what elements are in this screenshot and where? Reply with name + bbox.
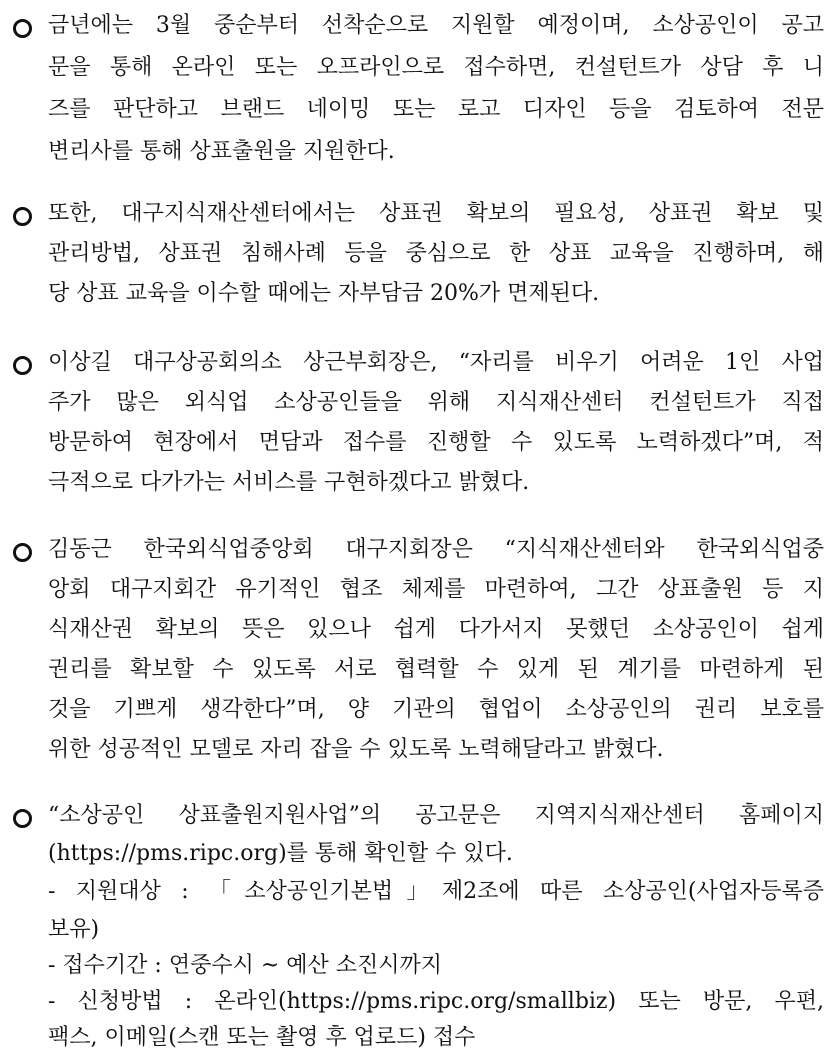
paragraph-line: 극적으로 다가가는 서비스를 구현하겠다고 밝혔다.: [48, 470, 530, 495]
paragraph-line: 김동근 한국외식업중앙회 대구지회장은 “지식재산센터와 한국외식업중: [48, 537, 824, 562]
paragraph-line: 주가 많은 외식업 소상공인들을 위해 지식재산센터 컨설턴트가 직접: [48, 390, 824, 415]
paragraph-line: 방문하여 현장에서 면담과 접수를 진행할 수 있도록 노력하겠다”며, 적: [48, 430, 824, 455]
bullet-circle-icon: [12, 808, 32, 828]
paragraph-line: 위한 성공적인 모델로 자리 잡을 수 있도록 노력해달라고 밝혔다.: [48, 737, 664, 762]
paragraph-line: 금년에는 3월 중순부터 선착순으로 지원할 예정이며, 소상공인이 공고: [48, 13, 824, 38]
paragraph-line: 이상길 대구상공회의소 상근부회장은, “자리를 비우기 어려운 1인 사업: [48, 350, 824, 375]
paragraph-line: - 신청방법 : 온라인(https://pms.ripc.org/smallbiz) 또는 방문, 우편,: [48, 989, 824, 1014]
bullet-circle-icon: [12, 355, 32, 375]
paragraph-line: 팩스, 이메일(스캔 또는 촬영 후 업로드) 접수: [48, 1025, 476, 1050]
paragraph-line: 문을 통해 온라인 또는 오프라인으로 접수하면, 컨설턴트가 상담 후 니: [48, 55, 824, 80]
paragraph-line: - 지원대상 : 「소상공인기본법」제2조에 따른 소상공인(사업자등록증: [48, 879, 824, 904]
paragraph-line: 권리를 확보할 수 있도록 서로 협력할 수 있게 된 계기를 마련하게 된: [48, 657, 824, 682]
paragraph-line: “소상공인 상표출원지원사업”의 공고문은 지역지식재산센터 홈페이지: [48, 803, 824, 828]
bullet-circle-icon: [12, 206, 32, 226]
paragraph-line: 즈를 판단하고 브랜드 네이밍 또는 로고 디자인 등을 검토하여 전문: [48, 97, 824, 122]
paragraph-line: 변리사를 통해 상표출원을 지원한다.: [48, 139, 395, 164]
paragraph-line: 당 상표 교육을 이수할 때에는 자부담금 20%가 면제된다.: [48, 281, 600, 306]
paragraph-line: 앙회 대구지회간 유기적인 협조 체제를 마련하여, 그간 상표출원 등 지: [48, 577, 824, 602]
paragraph-line: 또한, 대구지식재산센터에서는 상표권 확보의 필요성, 상표권 확보 및: [48, 201, 824, 226]
paragraph-line: 보유): [48, 917, 100, 942]
paragraph-line: 식재산권 확보의 뜻은 있으나 쉽게 다가서지 못했던 소상공인이 쉽게: [48, 617, 824, 642]
paragraph-line: - 접수기간 : 연중수시 ~ 예산 소진시까지: [48, 953, 443, 978]
bullet-circle-icon: [12, 18, 32, 38]
paragraph-line: 관리방법, 상표권 침해사례 등을 중심으로 한 상표 교육을 진행하며, 해: [48, 241, 824, 266]
paragraph-line: 것을 기쁘게 생각한다”며, 양 기관의 협업이 소상공인의 권리 보호를: [48, 697, 824, 722]
paragraph-line: (https://pms.ripc.org)를 통해 확인할 수 있다.: [48, 841, 513, 866]
bullet-circle-icon: [12, 542, 32, 562]
